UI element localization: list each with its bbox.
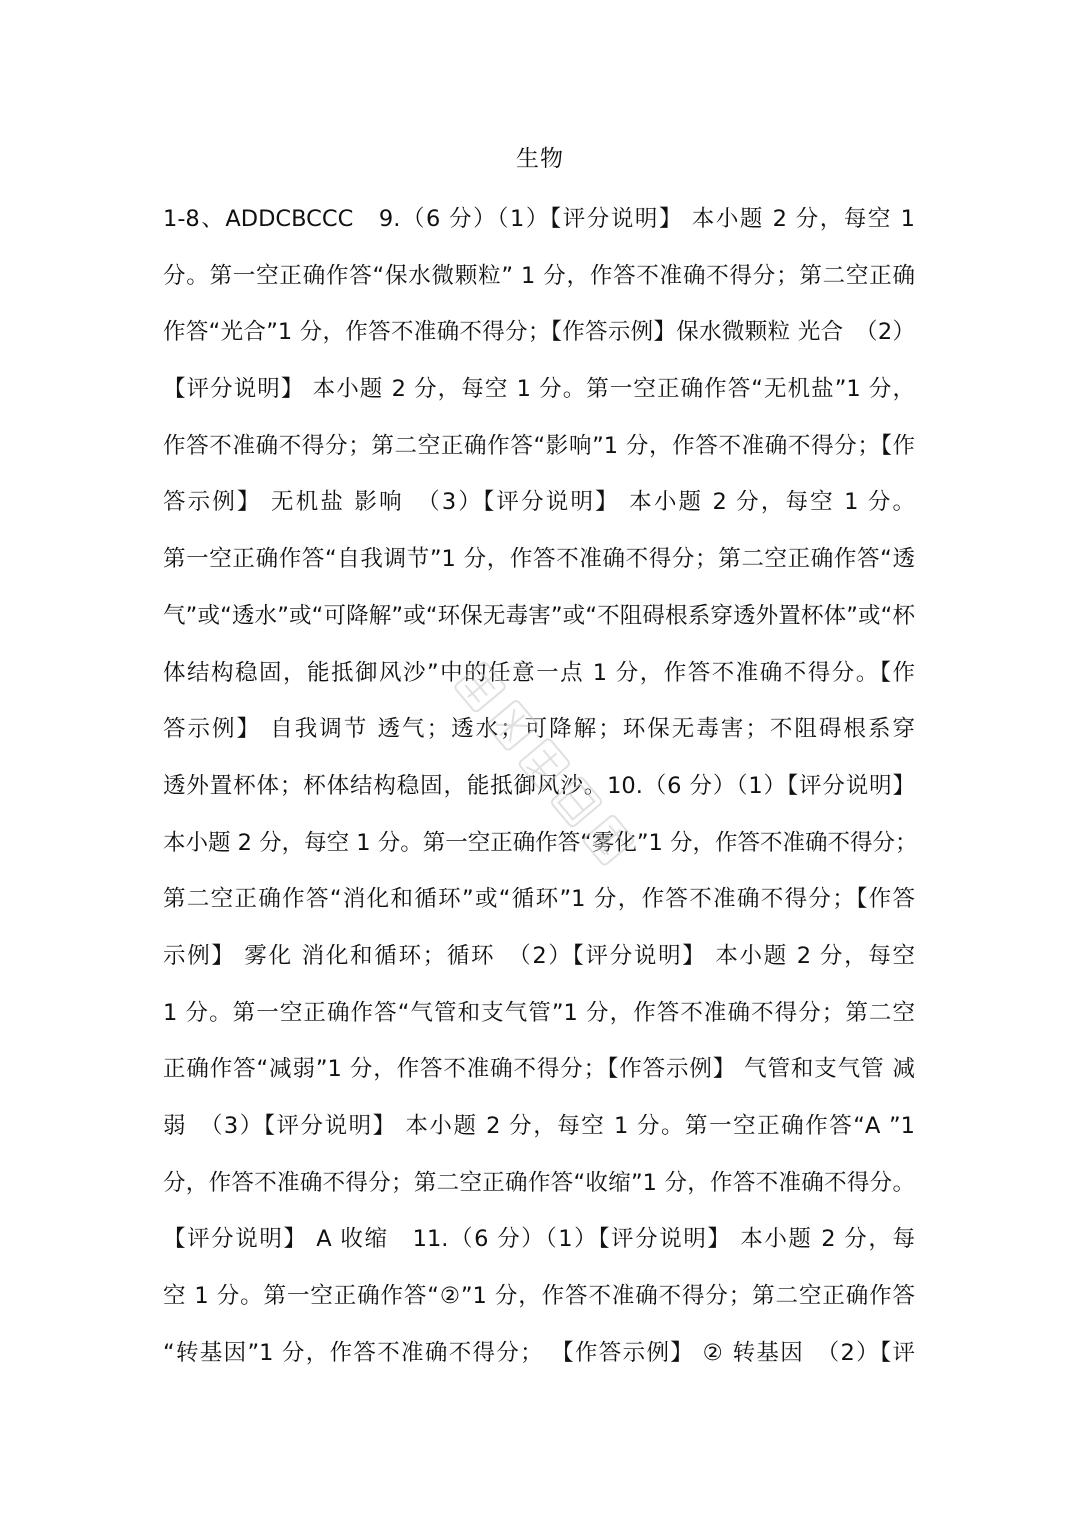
text-line: 弱 （3）【评分说明】 本小题 2 分，每空 1 分。第一空正确作答“A ”1 bbox=[163, 1113, 915, 1139]
text-line: 气”或“透水”或“可降解”或“环保无毒害”或“不阻碍根系穿透外置杯体”或“杯 bbox=[163, 602, 915, 629]
text-line: 体结构稳固，能抵御风沙”中的任意一点 1 分，作答不准确不得分。【作 bbox=[163, 659, 915, 686]
text-line: 作答“光合”1 分，作答不准确不得分；【作答示例】保水微颗粒 光合 （2） bbox=[163, 319, 915, 346]
text-line: 作答不准确不得分；第二空正确作答“影响”1 分，作答不准确不得分；【作 bbox=[163, 432, 915, 459]
text-line: “转基因”1 分，作答不准确不得分； 【作答示例】 ② 转基因 （2）【评 bbox=[163, 1339, 915, 1366]
text-line: 答示例】 自我调节 透气；透水；可降解；环保无毒害；不阻碍根系穿 bbox=[163, 716, 915, 743]
text-line: 1 分。第一空正确作答“气管和支气管”1 分，作答不准确不得分；第二空 bbox=[163, 999, 915, 1026]
text-line: 分。第一空正确作答“保水微颗粒” 1 分，作答不准确不得分；第二空正确 bbox=[163, 262, 915, 289]
text-line: 答示例】 无机盐 影响 （3）【评分说明】 本小题 2 分，每空 1 分。 bbox=[163, 489, 915, 516]
document-body bbox=[163, 197, 918, 1387]
text-line: 示例】 雾化 消化和循环；循环 （2）【评分说明】 本小题 2 分，每空 bbox=[163, 942, 915, 969]
text-line: 本小题 2 分，每空 1 分。第一空正确作答“雾化”1 分，作答不准确不得分； bbox=[163, 829, 918, 856]
text-line: 【评分说明】 本小题 2 分，每空 1 分。第一空正确作答“无机盐”1 分， bbox=[163, 376, 915, 403]
text-line: 第二空正确作答“消化和循环”或“循环”1 分，作答不准确不得分；【作答 bbox=[163, 886, 915, 913]
page-title: 生物 bbox=[516, 146, 564, 172]
text-line: 透外置杯体；杯体结构稳固，能抵御风沙。10.（6 分）（1）【评分说明】 bbox=[163, 772, 915, 799]
text-line: 第一空正确作答“自我调节”1 分，作答不准确不得分；第二空正确作答“透 bbox=[163, 546, 915, 573]
text-line: 分，作答不准确不得分；第二空正确作答“收缩”1 分，作答不准确不得分。 bbox=[163, 1169, 915, 1196]
text-line: 1-8、ADDCBCCC 9.（6 分）（1）【评分说明】 本小题 2 分，每空 1 bbox=[163, 206, 915, 232]
text-line: 正确作答“减弱”1 分，作答不准确不得分；【作答示例】 气管和支气管 减 bbox=[163, 1056, 915, 1083]
text-line: 空 1 分。第一空正确作答“②”1 分，作答不准确不得分；第二空正确作答 bbox=[163, 1283, 915, 1310]
text-line: 【评分说明】 A 收缩 11.（6 分）（1）【评分说明】 本小题 2 分，每 bbox=[163, 1226, 915, 1253]
